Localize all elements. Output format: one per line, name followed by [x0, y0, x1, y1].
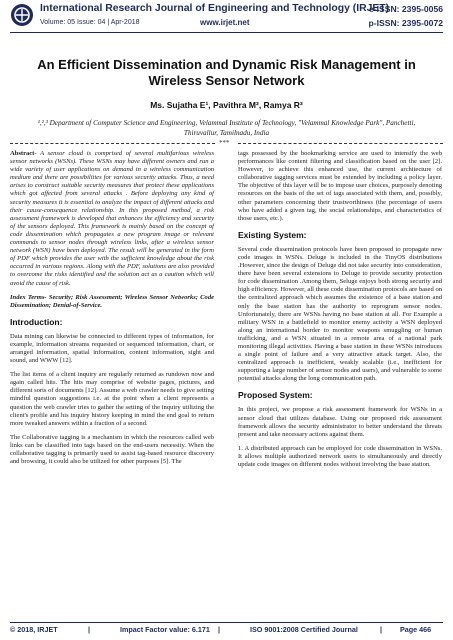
introduction-heading: Introduction:	[10, 316, 63, 327]
footer-page-number: Page 466	[400, 625, 432, 634]
abstract-text: A sensor cloud is comprised of several multifarious wireless sensor networks (WSNs). These WSNs may have different owners and run a wide variety of user applications on demand in a wireless communication medium and there are possibilities for various security attacks. Thus, a need arises to construct suitable security measures that protect these applications which got affected from several attacks . Before deploying any kind of security measures it is essential to analyze the impact of different attacks and their cause-consequence relationship. In this proposed method, a risk assessment framework is developed that enhances the efficiency and security of the sensors deployed. This framework is mainly based on the concept of code dissemination which propagates a new program image or relevant commands to sensor nodes through wireless links, after a wireless sensor network (WSN) have been deployed. The result will be generated in the form of PDF which provides the user with the sufficient knowledge about the risk occurred in various regions. Along with the PDF, solutions are also provided to overcome the risks identified and the solution act as a caution which will avoid the cause of risk.	[10, 150, 214, 287]
footer-separator: |	[218, 625, 221, 634]
intro-paragraph: Data mining can likewise be connected to different types of information, for example, information streams requested or sequenced information, chart, or arranged information, spatial information, content information, sight and sound, and WWW [12].	[10, 332, 214, 365]
eissn: e-ISSN: 2395-0056	[368, 4, 443, 14]
proposed-system-heading: Proposed System:	[238, 390, 313, 401]
proposed-system-paragraph: 1. A distributed approach can be employed for code dissemination in WSNs. It allows multiple authorized network users to simultaneously and directly update code images on different nodes without involving the base station.	[238, 444, 442, 468]
body-paragraph: tags possessed by the bookmarking service are used to intensify the web performances like content filtering and classification based on the user [2]. However, to achieve this enhanced use, the current architecture of collaborative tagging services must be extended by including a policy layer. The objective of this layer will be to impose user choices, purposely denoting resources on the basis of the set of tags associated with them, and, possibly, other parameters concerning their trustworthiness (the percentage of users who have added a given tag, the social relationships, and characteristics of those users, etc.).	[238, 150, 442, 222]
intro-paragraph: The list items of a client inquiry are regularly returned as rundown now and again called hits. The hits may comprise of website pages, pictures, and different sorts of documents [12]. Assume a web crawler needs to give setting mindful question suggestions i.e. at the point when a client represents a question the web crawler tries to gather the setting of the inquiry utilizing the client's profile and his inquiry history keeping in mind the end goal to return more tweaked answers within a fraction of a second.	[10, 371, 214, 427]
index-terms	[10, 294, 214, 310]
footer-divider	[10, 622, 443, 623]
section-divider-right	[238, 143, 443, 144]
affiliation: ¹,²,³ Department of Computer Science and Engineering, Velammal Institute of Technology, "Velammal Knowledge Park", Panchetti, Thiruvallur, Tamilnadu, India	[37, 119, 416, 137]
author-list: Ms. Sujatha E¹, Pavithra M², Ramya R³	[150, 100, 303, 110]
right-column	[238, 150, 442, 475]
section-divider-left	[10, 143, 215, 144]
left-column	[10, 150, 214, 472]
paper-title: An Efficient Dissemination and Dynamic Risk Management in Wireless Sensor Network	[37, 57, 416, 88]
footer-separator: |	[88, 625, 91, 634]
irjet-logo-icon	[10, 3, 34, 27]
abstract	[10, 150, 214, 288]
footer-iso: ISO 9001:2008 Certified Journal	[250, 625, 358, 634]
footer-impact-factor: Impact Factor value: 6.171	[120, 625, 210, 634]
volume-issue: Volume: 05 Issue: 04 | Apr-2018	[40, 19, 140, 26]
footer-separator: |	[380, 625, 383, 634]
index-terms-text: Security; Risk Assessment; Wireless Sensor Networks; Code Dissemination; Denial-of-Service.	[10, 293, 215, 309]
existing-system-heading: Existing System:	[238, 229, 307, 240]
intro-paragraph: The Collaborative tagging is a mechanism in which the resources called web links can be classified into tags based on the end-users necessity. When the collaborative tagging is primarily used to assist tag-based resource discovery and browsing, it could also be utilized for other purposes [5]. The	[10, 433, 214, 466]
footer-copyright: © 2018, IRJET	[10, 625, 58, 634]
existing-system-paragraph: Several code dissemination protocols have been proposed to propagate new code images in WSNs. Deluge is included in the TinyOS distributions .However, since the design of Deluge did not take security into consideration, there have been several extensions to Deluge to provide security protection for code dissemination .Among them, Seluge enjoys both strong security and high efficiency. However, all these code dissemination protocols are based on the centralized approach which assumes the existence of a base station and only the base station has the authority to reprogram sensor nodes. Unfortunately, there are WSNs having no base station at all. For Example a military WSN in a battlefield to monitor enemy activity a WSN deployed along an international border to monitor weapons smuggling or human trafficking, and a WSN situated in a remote area of a national park monitoring illegal activities. Having a base station in these WSNs introduces a single point of failure and a very attractive attack target. Also, the centralized approach is inefficient, weakly scalable (i.e., inefficient for supporting a large number of sensor nodes and users), and vulnerable to some potential attacks along the long communication path.	[238, 245, 442, 383]
proposed-system-paragraph: In this project, we propose a risk assessment framework for WSNs in a sensor cloud that utilizes database. Using our proposed risk assessment framework allows the security administrator to better understand the threats present and take necessary actions against them.	[238, 406, 442, 438]
journal-website-link[interactable]: www.irjet.net	[200, 18, 250, 27]
index-terms-label: Index Terms-	[10, 293, 47, 301]
header-divider	[10, 32, 443, 33]
divider-stars: ***	[219, 139, 230, 147]
journal-header	[0, 0, 453, 46]
pissn: p-ISSN: 2395-0072	[368, 18, 443, 28]
page-footer	[10, 625, 443, 637]
journal-title: International Research Journal of Engineering and Technology (IRJET)	[40, 3, 390, 14]
abstract-label: Abstract-	[10, 150, 37, 157]
